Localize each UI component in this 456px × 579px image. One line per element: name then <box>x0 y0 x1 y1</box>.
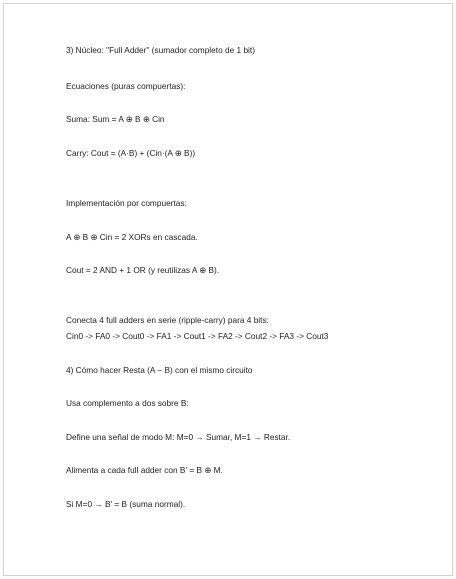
implementation-heading: Implementación por compuertas: <box>66 198 187 208</box>
sum-equation: Suma: Sum = A ⊕ B ⊕ Cin <box>66 114 165 124</box>
ripple-carry-text: Conecta 4 full adders en serie (ripple-carry) para 4 bits: <box>66 315 269 325</box>
b-prime-text: Alimenta a cada full adder con B' = B ⊕ M. <box>66 465 223 475</box>
normal-sum-text: Si M=0 → B' = B (suma normal). <box>66 499 186 509</box>
mode-signal-text: Define una señal de modo M: M=0 → Sumar, M=1 → Restar. <box>66 432 291 442</box>
twos-complement-text: Usa complemento a dos sobre B: <box>66 398 189 408</box>
cout-implementation: Cout = 2 AND + 1 OR (y reutilizas A ⊕ B). <box>66 265 220 275</box>
xor-implementation: A ⊕ B ⊕ Cin = 2 XORs en cascada. <box>66 232 198 242</box>
equations-heading: Ecuaciones (puras compuertas): <box>66 81 186 91</box>
section-heading-subtraction: 4) Cómo hacer Resta (A − B) con el mismo circuito <box>66 365 253 375</box>
section-heading-full-adder: 3) Núcleo: "Full Adder" (sumador completo de 1 bit) <box>66 45 255 55</box>
ripple-carry-chain: Cin0 -> FA0 -> Cout0 -> FA1 -> Cout1 -> FA2 -> Cout2 -> FA3 -> Cout3 <box>66 331 329 341</box>
carry-equation: Carry: Cout = (A·B) + (Cin·(A ⊕ B)) <box>66 148 196 158</box>
